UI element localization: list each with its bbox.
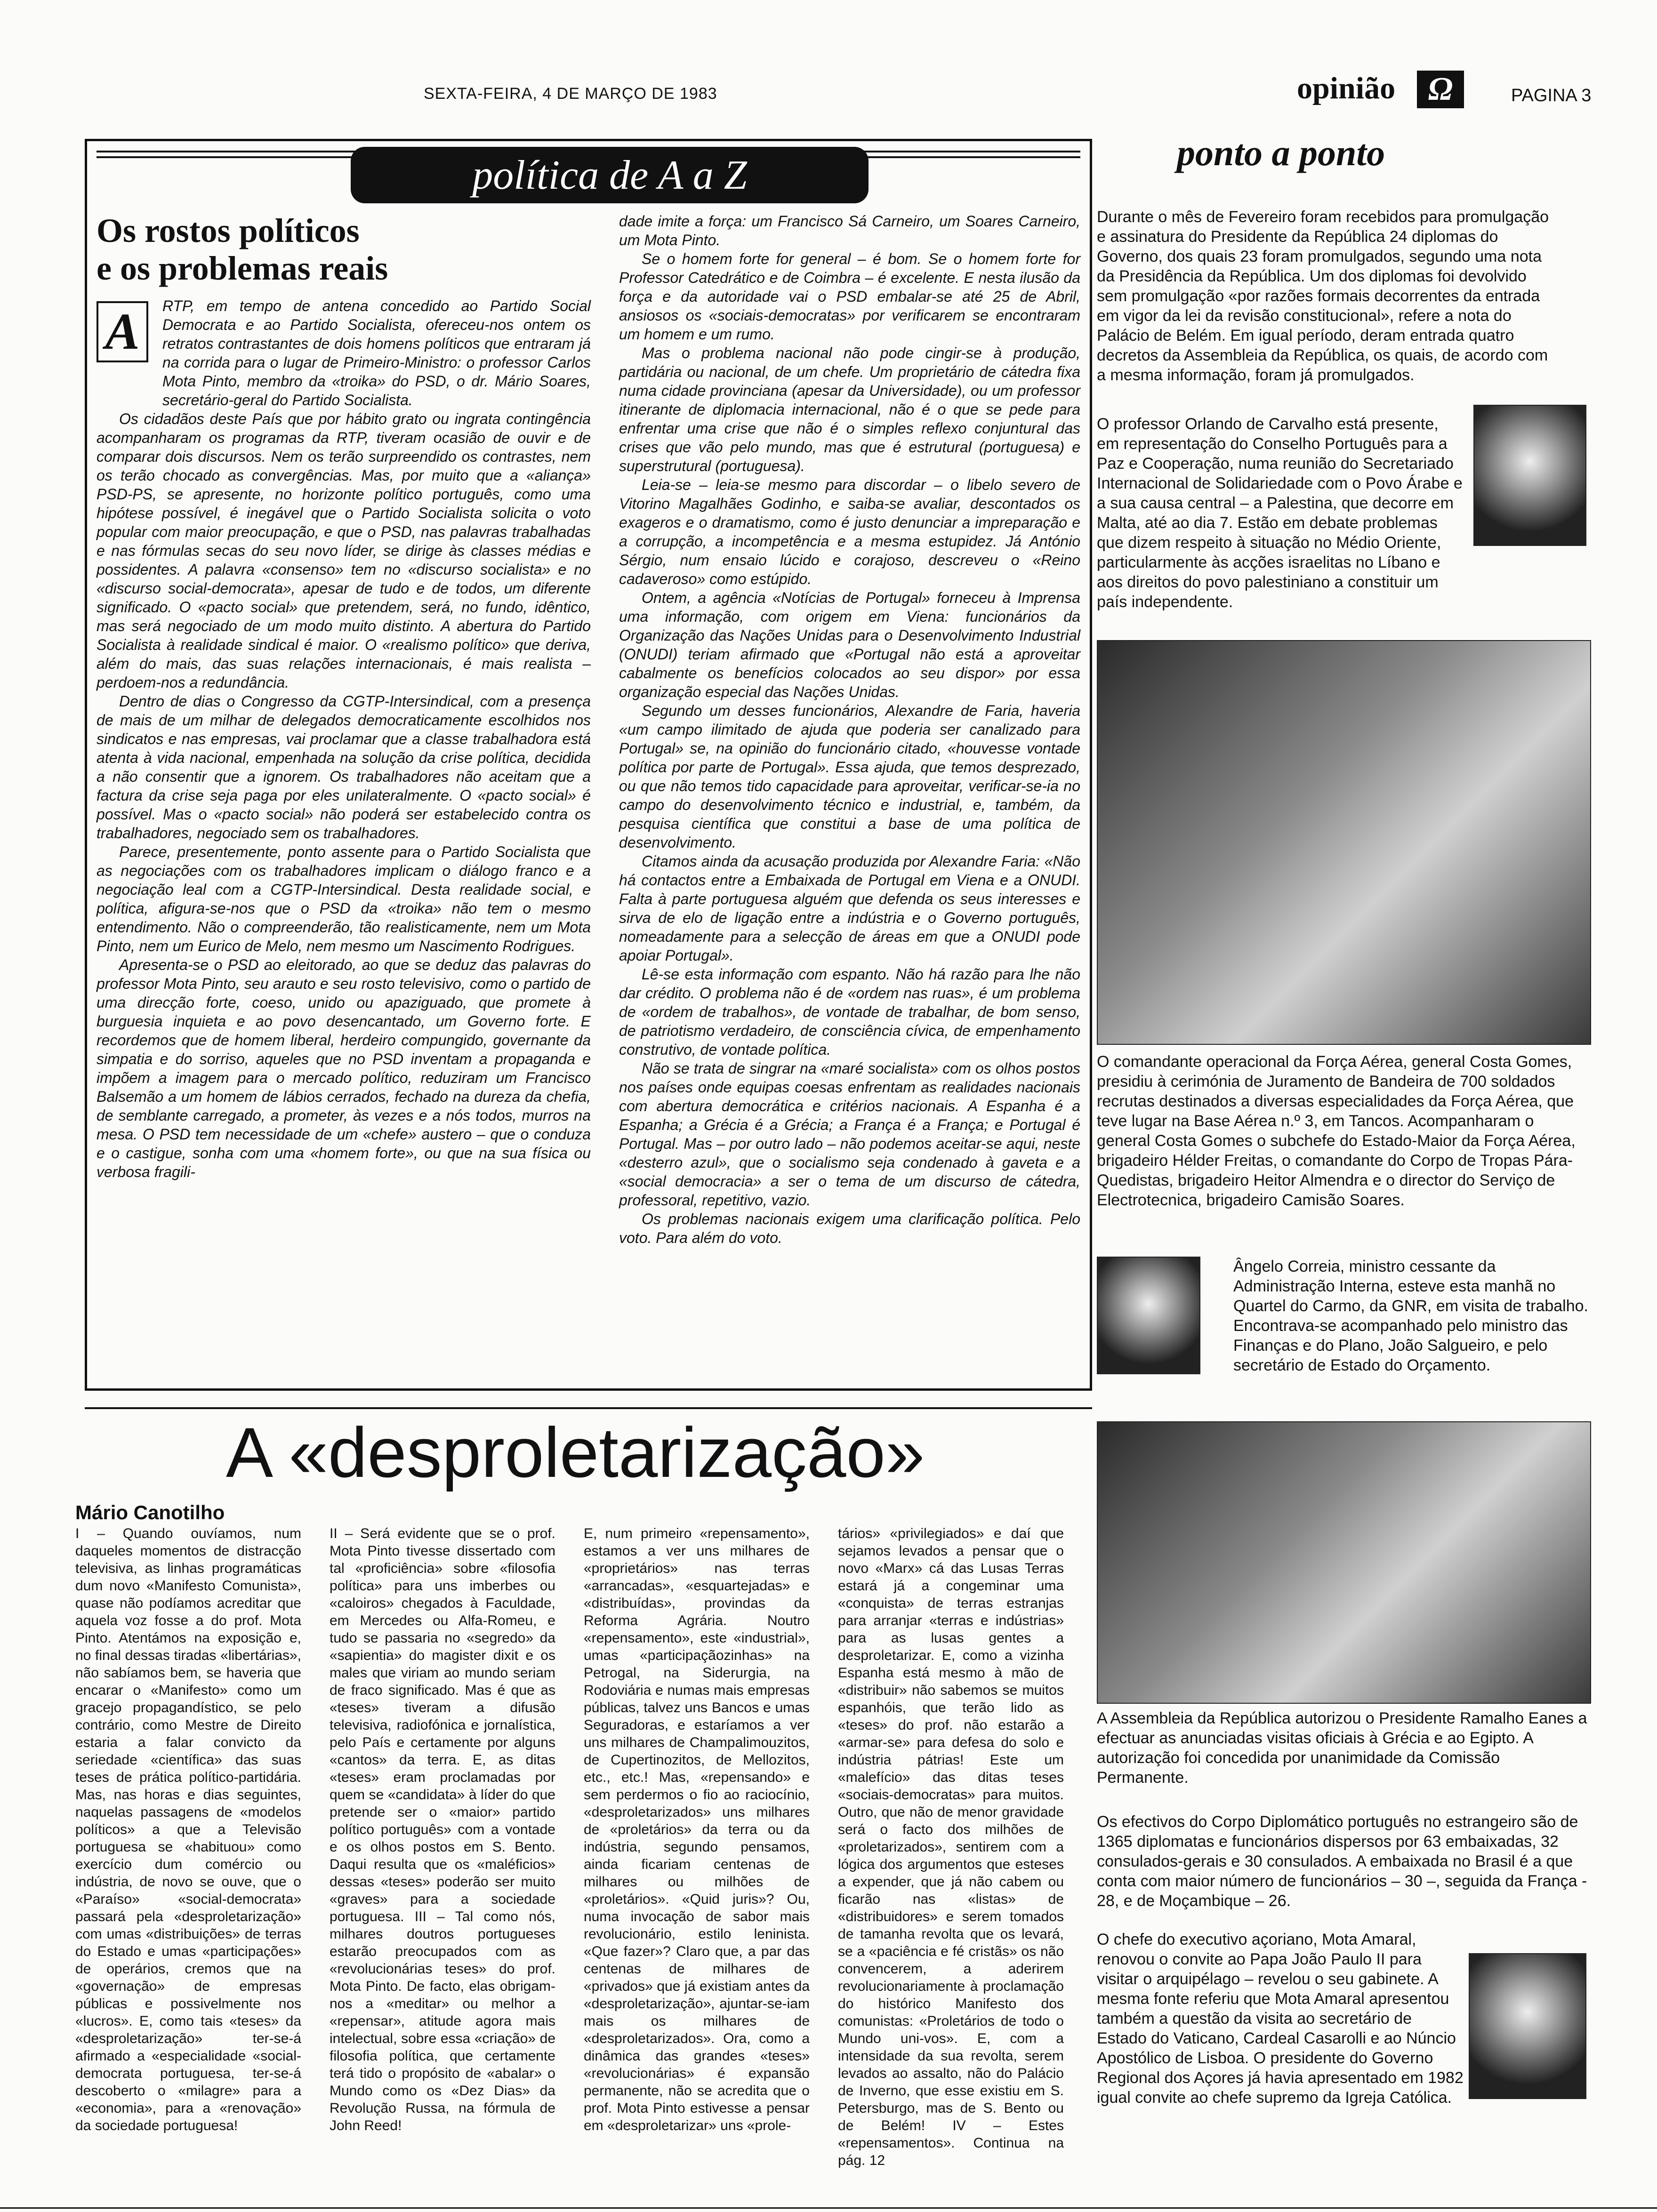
paragraph: Parece, presentemente, ponto assente para o Partido Socialista que as negociações com os trabalhadores implicam o diálogo franco e a negociação leal com a CGTP-Intersindical. Desta realidade social, e política, afigura-se-nos que o PSD da «troika» não tem o mesmo entendimento. Não o compreenderão, tão realisticamente, nem um Mota Pinto, nem um Eurico de Melo, nem mesmo um Nascimento Rodrigues. <box>97 843 591 954</box>
brief-item: Os efectivos do Corpo Diplomático português no estrangeiro são de 1365 diplomatas e funcionários dispersos por 63 embaixadas, 32 consulados-gerais e 30 consulados. A embaixada no Brasil é a que conta com maior número de funcionários – 30 –, seguida da França - 28, e de Moçambique – 26. <box>1097 1813 1587 1910</box>
article-column: tários» «privilegiados» e daí que sejamos levados a pensar que o novo «Marx» cá das Lusas Terras estará já a congeminar uma «conquista» de terras estranjas para arranjar «terras e indústrias» para as lusas gentes a desproletarizar. E, como a vizinha Espanha está mesmo à mão de «distribuir» não sabemos se muitos espanhóis, que terão lido as «teses» do prof. não estarão a «armar-se» para defesa do solo e indústria pátrias! Este um «malefício» das ditas teses «sociais-democratas» para muitos. Outro, que não de menor gravidade será o facto dos milhões de «proletarizados», sentirem com a lógica dos argumentos que esteses a expender, que já não cabem ou ficarão nas «listas» de «distribuidores» e serem tomados de tamanha revolta que os levará, se a «paciência e fé cristãs» os não convencerem, a aderirem revolucionariamente à proclamação do histórico Manifesto dos comunistas: «Proletários de todo o Mundo uni-vos». E, com a intensidade da sua revolta, serem levados ao assalto, não do Palácio de Inverno, que esse existiu em S. Petersburgo, mas de S. Bento ou de Belém! IV – Estes «repensamentos». Continua na pág. 12 <box>838 1526 1064 2168</box>
section-title: opinião <box>1297 71 1396 105</box>
article-divider <box>85 1407 1092 1409</box>
editorial-title-line1: Os rostos políticos <box>97 212 360 249</box>
portrait-photo <box>1097 1257 1200 1374</box>
portrait-photo <box>1469 1953 1586 2099</box>
paragraph: Não se trata de singrar na «maré socialista» com os olhos postos nos países onde equipas coesas enfrentam as realidades nacionais com abertura democrática e critérios nacionais. A Espanha é a Espanha; a Grécia é a Grécia; a França é a França; e Portugal é Portugal. Mas – por outro lado – não podemos aceitar-se aqui, neste «desterro azul», que o socialismo seja condenado à gaveta e a «social democracia» a ser o tema de um discurso de cátedra, professoral, repetitivo, vazio. <box>619 1060 1080 1209</box>
editorial-column-left <box>97 297 591 1379</box>
paragraph: Os problemas nacionais exigem uma clarificação política. Pelo voto. Para além do voto. <box>619 1210 1080 1246</box>
article-title: A «desproletarização» <box>226 1413 925 1492</box>
assembly-photo <box>1097 1421 1591 1704</box>
brief-item: O professor Orlando de Carvalho está presente, em representação do Conselho Português para a Paz e Cooperação, numa reunião do Secretariado Internacional de Solidariedade com o Povo Árabe e a sua causa central – a Palestina, que decorre em Malta, até ao dia 7. Estão em debate problemas que dizem respeito à situação no Médio Oriente, particularmente às acções israelitas no Líbano e aos direitos do povo palestiniano a constituir um país independente. <box>1097 415 1463 611</box>
article-author: Mário Canotilho <box>75 1501 225 1523</box>
paragraph: Leia-se – leia-se mesmo para discordar – o libelo severo de Vitorino Magalhães Godinho, e saiba-se avaliar, descontados os exageros e o dramatismo, como é justo denunciar a impreparação e a corrupção, a incompetência e a mesma estupidez. Já António Sérgio, num ensaio lúcido e corajoso, descreveu o «Reino cadaveroso» como estúpido. <box>619 476 1080 587</box>
paragraph: Se o homem forte for general – é bom. Se o homem forte for Professor Catedrático e de Coimbra – é excelente. E nesta ilusão da força e da autoridade vai o PSD embalar-se até 25 de Abril, ansiosos os «sociais-democratas» por verificarem se encontraram um homem e um rumo. <box>619 250 1080 343</box>
politica-banner <box>351 147 869 203</box>
paragraph: dade imite a força: um Francisco Sá Carneiro, um Soares Carneiro, um Mota Pinto. <box>619 213 1080 248</box>
brief-item: O comandante operacional da Força Aérea, general Costa Gomes, presidiu à cerimónia de Juramento de Bandeira de 700 soldados recrutas destinados a diversas especialidades da Força Aérea, que teve lugar na Base Aérea n.º 3, em Tancos. Acompanharam o general Costa Gomes o subchefe do Estado-Maior da Força Aérea, brigadeiro Hélder Freitas, o comandante do Corpo de Tropas Pára-Quedistas, brigadeiro Heitor Almendra e o director do Serviço de Electrotecnica, brigadeiro Camisão Soares. <box>1097 1053 1576 1209</box>
editorial-title <box>97 212 614 287</box>
paragraph: Lê-se esta informação com espanto. Não há razão para lhe não dar crédito. O problema não é de «ordem nas ruas», é um problema de «ordem de trabalhos», de vontade de trabalhar, de bom senso, de patriotismo verdadeiro, de consciência cívica, de empenhamento construtivo, de vontade política. <box>619 966 1080 1058</box>
paragraph: Citamos ainda da acusação produzida por Alexandre Faria: «Não há contactos entre a Embaixada de Portugal em Viena e a ONUDI. Falta à parte portuguesa alguém que defenda os seus interesses e sirva de elo de ligação entre a indústria e o Governo português, nomeadamente para a selecção de áreas em que a ONUDI pode apoiar Portugal». <box>619 853 1080 964</box>
portrait-photo <box>1473 405 1586 546</box>
editorial-column-right <box>619 212 1080 1374</box>
paragraph: RTP, em tempo de antena concedido ao Partido Social Democrata e ao Partido Socialista, ofereceu-nos ontem os retratos contrastantes de dois homens políticos que entraram já na corrida para o lugar de Primeiro-Ministro: o professor Carlos Mota Pinto, membro da «troika» do PSD, o dr. Mário Soares, secretário-geral do Partido Socialista. <box>162 297 591 409</box>
newspaper-logo-icon: Ω <box>1417 71 1464 108</box>
paragraph: Mas o problema nacional não pode cingir-se à produção, partidária ou nacional, de um chefe. Um proprietário de cátedra fixa numa cidade provinciana (apesar da Universidade), ou um professor itinerante de diplomacia internacional, não é o que se pede para enfrentar uma crise que não é o simples reflexo conjuntural das crises que vão pelo mundo, mas que é estrutural (portuguesa) e superstrutural (portuguesa). <box>619 345 1080 474</box>
brief-item: Ângelo Correia, ministro cessante da Administração Interna, esteve esta manhã no Quartel do Carmo, da GNR, em visita de trabalho. Encontrava-se acompanhado pelo ministro das Finanças e do Plano, João Salgueiro, e pelo secretário de Estado do Orçamento. <box>1233 1258 1588 1374</box>
ponto-a-ponto-title: ponto a ponto <box>1177 132 1385 173</box>
article-column: II – Será evidente que se o prof. Mota Pinto tivesse dissertado com tal «proficiência» sobre «filosofia política» para uns imberbes ou «caloiros» chegados à Faculdade, em Mercedes ou Alfa-Romeu, e tudo se passaria no «segredo» da «sapientia» do magister dixit e os males que viriam ao mundo seriam de fraco significado. Mas é que as «teses» tiveram a difusão televisiva, radiofónica e jornalística, pelo País e certamente por alguns «cantos» da terra. E, as ditas «teses» eram proclamadas por quem se «candidata» à líder do que pretende ser o «maior» partido político português» com a vontade e os olhos postos em S. Bento. Daqui resulta que os «maléficios» dessas «teses» poderão ser muito «graves» para a sociedade portuguesa. III – Tal como nós, milhares doutros portugueses estarão preocupados com as «revolucionárias teses» do prof. Mota Pinto. De facto, elas obrigam-nos a «meditar» ou melhor a «repensar», atitude agora mais intelectual, sobre essa «criação» de filosofia política, que certamente terá tido o propósito de «abalar» o Mundo como os «Dez Dias» da Revolução Russa, na fórmula de John Reed! <box>330 1526 555 2133</box>
brief-item: O chefe do executivo açoriano, Mota Amaral, renovou o convite ao Papa João Paulo II para visitar o arquipélago – revelou o seu gabinete. A mesma fonte referiu que Mota Amaral apresentou também a questão da visita ao secretário de Estado do Vaticano, Cardeal Casarolli e ao Núncio Apostólico de Lisboa. O presidente do Governo Regional dos Açores já havia apresentado em 1982 igual convite ao chefe supremo da Igreja Católica. <box>1097 1931 1464 2107</box>
page-number: PAGINA 3 <box>1511 86 1592 105</box>
paragraph: Segundo um desses funcionários, Alexandre de Faria, haveria «um campo ilimitado de ajuda que poderia ser canalizado para Portugal» se, na opinião do funcionário citado, «houvesse vontade política por parte de Portugal». Essa ajuda, que temos desprezado, ou que não temos tido capacidade para aproveitar, verificar-se-ia no campo do desenvolvimento técnico e industrial, e, também, da pesquisa científica que constitui a base de uma política de desenvolvimento. <box>619 702 1080 851</box>
brief-item: A Assembleia da República autorizou o Presidente Ramalho Eanes a efectuar as anunciadas visitas oficiais à Grécia e ao Egipto. A autorização foi concedida por unanimidade da Comissão Permanente. <box>1097 1709 1587 1787</box>
page-bottom-border <box>0 2207 1657 2209</box>
paragraph: Apresenta-se o PSD ao eleitorado, ao que se deduz das palavras do professor Mota Pinto, seu arauto e seu rosto televisivo, como o partido de uma direcção forte, coeso, unido ou apaziguado, que promete à burguesia inquieta e ao povo desencantado, um Governo forte. E recordemos que de homem liberal, herdeiro compungido, governante da simpatia e do sorriso, aqueles que no PSD inventam a propaganda e impõem a imagem para o mercado político, reduziram um Francisco Balsemão a um homem de lábios cerrados, fechado na dureza da chefia, de semblante carregado, a prometer, às vezes e a nós todos, murros na mesa. O PSD tem necessidade de um «chefe» austero – que o conduza e o castigue, sonha com uma «homem forte», ou que na sua física ou verbosa fragili- <box>97 956 591 1180</box>
drop-cap: A <box>97 301 148 362</box>
banner-title: política de A a Z <box>472 152 747 198</box>
paragraph: Os cidadãos deste País que por hábito grato ou ingrata contingência acompanharam os programas da RTP, tiveram ocasião de ouvir e de comparar dois discursos. Nem os terão surpreendido os contrastes, nem os terão chocado as convergências. Mas, por muito que a «aliança» PSD-PS, se apresente, no horizonte político português, como uma hipótese possível, é inegável que o Partido Socialista solicita o voto popular com maior preocupação, e que o PSD, nas palavras trabalhadas e nas fórmulas secas do seu novo líder, se dirige às classes médias e possidentes. A palavra «consenso» tem no «discurso socialista» e no «discurso social-democrata», apesar de tudo e de todos, um diferente significado. O «pacto social» que pretendem, será, no fundo, idêntico, mas será negociado de um modo muito distinto. A abertura do Partido Socialista à realidade sindical é maior. O «realismo político» que deriva, além do mais, das suas relações internacionais, é mais realista – perdoem-nos a redundância. <box>97 410 591 691</box>
brief-item: Durante o mês de Fevereiro foram recebidos para promulgação e assinatura do Presidente da República 24 diplomas do Governo, dos quais 23 foram promulgados, segundo uma nota da Presidência da República. Um dos diplomas foi devolvido sem promulgação «por razões formais decorrentes da entrada em vigor da lei da revisão constitucional», refere a nota do Palácio de Belém. Em igual período, deram entrada quatro decretos da Assembleia da República, os quais, de acordo com a mesma informação, foram já promulgados. <box>1097 208 1549 384</box>
issue-date: SEXTA-FEIRA, 4 DE MARÇO DE 1983 <box>424 85 717 103</box>
editorial-title-line2: e os problemas reais <box>97 249 388 287</box>
article-column: E, num primeiro «repensamento», estamos a ver uns milhares de «proprietários» nas terras «arrancadas», «esquartejadas» e «distribuídas», provindas da Reforma Agrária. Noutro «repensamento», este «industrial», umas «participaçãozinhas» na Petrogal, na Siderurgia, na Rodoviária e numas mais empresas públicas, talvez uns Bancos e umas Seguradoras, e estaríamos a ver uns milhares de Champalimouzitos, de Cupertinozitos, de Mellozitos, etc., etc.! Mas, «repensando» e sem perdermos o fio ao raciocínio, «desproletarizados» uns milhares de «proletários» da terra ou da indústria, segundo pensamos, ainda ficariam centenas de milhares ou milhões de «proletários». «Quid juris»? Ou, numa invocação de sabor mais revolucionário, estilo leninista. «Que fazer»? Claro que, a par das centenas de milhares de «privados» que já existiam antes da «desproletarização», ajuntar-se-iam mais os milhares de «desproletarizados». Ora, como a dinâmica das grandes «teses» «revolucionárias» é expansão permanente, não se acredita que o prof. Mota Pinto estivesse a pensar em «desproletarizar» uns «prole- <box>584 1526 810 2133</box>
ceremony-photo <box>1097 640 1591 1045</box>
paragraph: Dentro de dias o Congresso da CGTP-Intersindical, com a presença de mais de um milhar de delegados democraticamente escolhidos nos sindicatos e nas empresas, vai proclamar que a classe trabalhadora está atenta à vida nacional, empenhada na solução da crise política, decidida a não consentir que a ignorem. Os trabalhadores não aceitam que a factura da crise seja paga por eles unilateralmente. O «pacto social» é possível. Mas o «pacto social» não poderá ser estabelecido contra os trabalhadores, negociado sem os trabalhadores. <box>97 693 591 842</box>
article-column: I – Quando ouvíamos, num daqueles momentos de distracção televisiva, as linhas programáticas dum novo «Manifesto Comunista», quase não podíamos acreditar que aquela voz fosse a do prof. Mota Pinto. Atentámos na exposição e, no final dessas tiradas «libertárias», não sabíamos bem, se haveria que encarar o «Manifesto» como um gracejo propagandístico, se pelo contrário, como Mestre de Direito estaria a falar convicto da seriedade «científica» das suas teses de prática político-partidária. Mas, nas horas e dias seguintes, naquelas passagens de «modelos políticos» a que a Televisão portuguesa se «habituou» como exercício dum comércio ou indústria, de novo se ouve, que o «Paraíso» «social-democrata» passará pela «desproletarização» com umas «distribuições» de terras do Estado e umas «participações» de operários, cremos que na «governação» de empresas públicas e possivelmente nos «lucros». E, como tais «teses» da «desproletarização» ter-se-á afirmado a «especialidade «social-democrata portuguesa, ter-se-á descoberto o «milagre» para a «economia», para a «renovação» da sociedade portuguesa! <box>75 1526 301 2133</box>
paragraph: Ontem, a agência «Notícias de Portugal» forneceu à Imprensa uma informação, com origem em Viena: funcionários da Organização das Nações Unidas para o Desenvolvimento Industrial (ONUDI) teriam afirmado que «Portugal não está a aproveitar cabalmente os benefícios colocados ao seu dispor» por essa organização especial das Nações Unidas. <box>619 589 1080 700</box>
page-header <box>0 0 1657 141</box>
politica-a-z-box <box>85 139 1092 1391</box>
